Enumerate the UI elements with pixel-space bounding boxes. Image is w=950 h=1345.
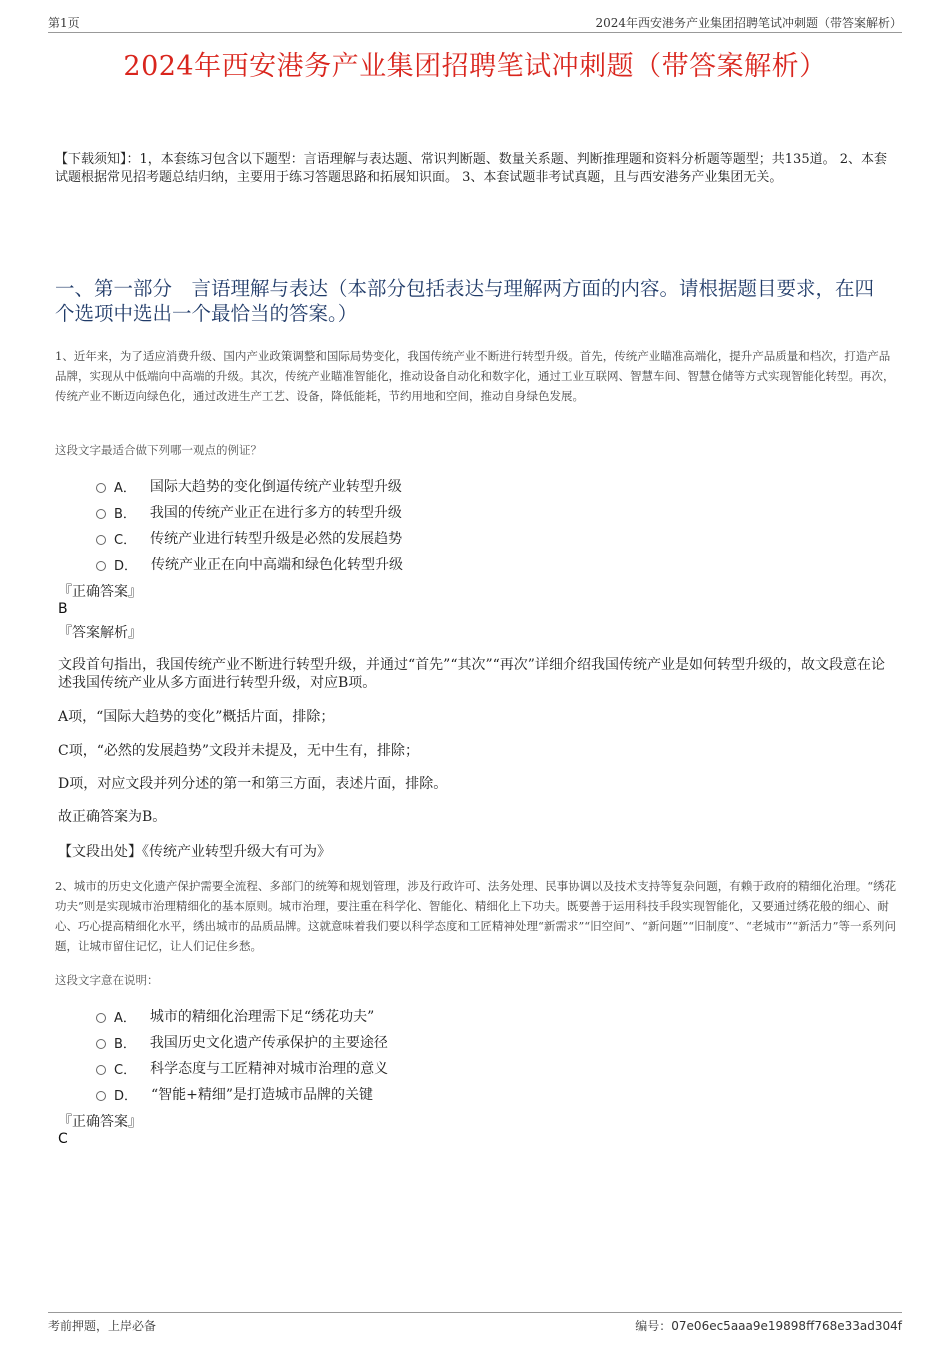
option-letter: B． [114,506,136,522]
correct-answer-label: 『正确答案』 [58,1114,142,1130]
option-b[interactable] [96,499,403,525]
analysis-label: 『答案解析』 [58,625,142,641]
radio-icon[interactable] [96,1091,106,1101]
analysis-paragraph: D项，对应文段并列分述的第一和第三方面，表述片面，排除。 [58,776,448,792]
correct-answer-label: 『正确答案』 [58,584,142,600]
question-1-text: 1、近年来，为了适应消费升级、国内产业政策调整和国际局势变化，我国传统产业不断进行转型升级。首先，传统产业瞄准高端化，提升产品质量和档次，打造产品品牌，实现从中低端向中高端的升级。其次，传统产业瞄准智能化，推动设备自动化和数字化，通过工业互联网、智慧车间、智慧仓储等方式实现智能化转型。再次，传统产业不断迈向绿色化，通过改进生产工艺、设备，降低能耗，节约用地和空间，推动自身绿色发展。 [55,349,895,403]
footer-code-value: 07e06ec5aaa9e19898ff768e33ad304f [671,1319,902,1333]
question-2-options [96,1003,388,1107]
question-2-prompt: 这段文字意在说明： [55,973,159,987]
correct-answer-value: B [58,601,68,617]
option-text: 城市的精细化治理需下足“绣花功夫” [149,1009,375,1025]
option-letter: C． [114,1062,137,1078]
radio-icon[interactable] [96,1013,106,1023]
option-letter: C． [114,532,137,548]
option-d[interactable] [96,1081,388,1107]
radio-icon[interactable] [96,1039,106,1049]
page-footer [48,1312,902,1335]
page-number: 第1页 [48,16,80,30]
footer-code [635,1317,902,1334]
option-text: “智能+精细”是打造城市品牌的关键 [151,1087,374,1103]
source-citation: 【文段出处】《传统产业转型升级大有可为》 [58,844,331,860]
option-c[interactable] [96,525,403,551]
page-header [48,14,902,33]
option-letter: B． [114,1036,136,1052]
option-letter: A． [114,480,136,496]
footer-code-label: 编号： [635,1319,672,1333]
section-heading: 一、第一部分 言语理解与表达（本部分包括表达与理解两方面的内容。请根据题目要求，在四个选项中选出一个最恰当的答案。） [55,277,875,325]
option-letter: D． [114,558,138,574]
radio-icon[interactable] [96,535,106,545]
question-1-prompt: 这段文字最适合做下列哪一观点的例证？ [55,443,262,457]
analysis-paragraph: A项，“国际大趋势的变化”概括片面，排除； [58,709,335,725]
option-letter: A． [114,1010,136,1026]
question-1-options [96,473,403,577]
radio-icon[interactable] [96,509,106,519]
correct-answer-value: C [58,1131,68,1147]
option-c[interactable] [96,1055,388,1081]
analysis-paragraph: C项，“必然的发展趋势”文段并未提及，无中生有，排除； [58,743,420,759]
footer-slogan: 考前押题，上岸必备 [48,1319,157,1333]
header-doc-title: 2024年西安港务产业集团招聘笔试冲刺题（带答案解析） [595,16,902,30]
option-d[interactable] [96,551,403,577]
radio-icon[interactable] [96,561,106,571]
question-2-text: 2、城市的历史文化遗产保护需要全流程、多部门的统筹和规划管理，涉及行政许可、法务处理、民事协调以及技术支持等复杂问题，有赖于政府的精细化治理。“绣花功夫”则是实现城市治理精细化的基本原则。城市治理，要注重在科学化、智能化、精细化上下功夫。既要善于运用科技手段实现智能化，又要通过绣花般的细心、耐心、巧心提高精细化水平，绣出城市的品质品牌。这就意味着我们要以科学态度和工匠精神处理“新需求”“旧空间”、“新问题”“旧制度”、“老城市”“新活力”等一系列问题，让城市留住记忆，让人们记住乡愁。 [55,879,897,953]
option-text: 科学态度与工匠精神对城市治理的意义 [150,1061,389,1077]
option-b[interactable] [96,1029,388,1055]
download-notice: 【下载须知】：1，本套练习包含以下题型：言语理解与表达题、常识判断题、数量关系题、判断推理题和资料分析题等题型；共135道。 2、本套试题根据常见招考题总结归纳，主要用于练习答题思路和拓展知识面。 3、本套试题非考试真题，且与西安港务产业集团无关。 [55,152,887,185]
option-text: 传统产业正在向中高端和绿色化转型升级 [151,557,404,573]
document-title: 2024年西安港务产业集团招聘笔试冲刺题（带答案解析） [123,51,827,82]
option-a[interactable] [96,1003,388,1029]
analysis-paragraph: 文段首句指出，我国传统产业不断进行转型升级，并通过“首先”“其次”“再次”详细介绍我国传统产业是如何转型升级的，故文段意在论述我国传统产业从多方面进行转型升级，对应B项。 [58,657,885,691]
option-text: 国际大趋势的变化倒逼传统产业转型升级 [149,479,402,495]
analysis-paragraph: 故正确答案为B。 [58,809,167,825]
radio-icon[interactable] [96,1065,106,1075]
option-letter: D． [114,1088,138,1104]
option-a[interactable] [96,473,403,499]
radio-icon[interactable] [96,483,106,493]
option-text: 我国的传统产业正在进行多方的转型升级 [149,505,402,521]
option-text: 我国历史文化遗产传承保护的主要途径 [149,1035,388,1051]
option-text: 传统产业进行转型升级是必然的发展趋势 [150,531,403,547]
